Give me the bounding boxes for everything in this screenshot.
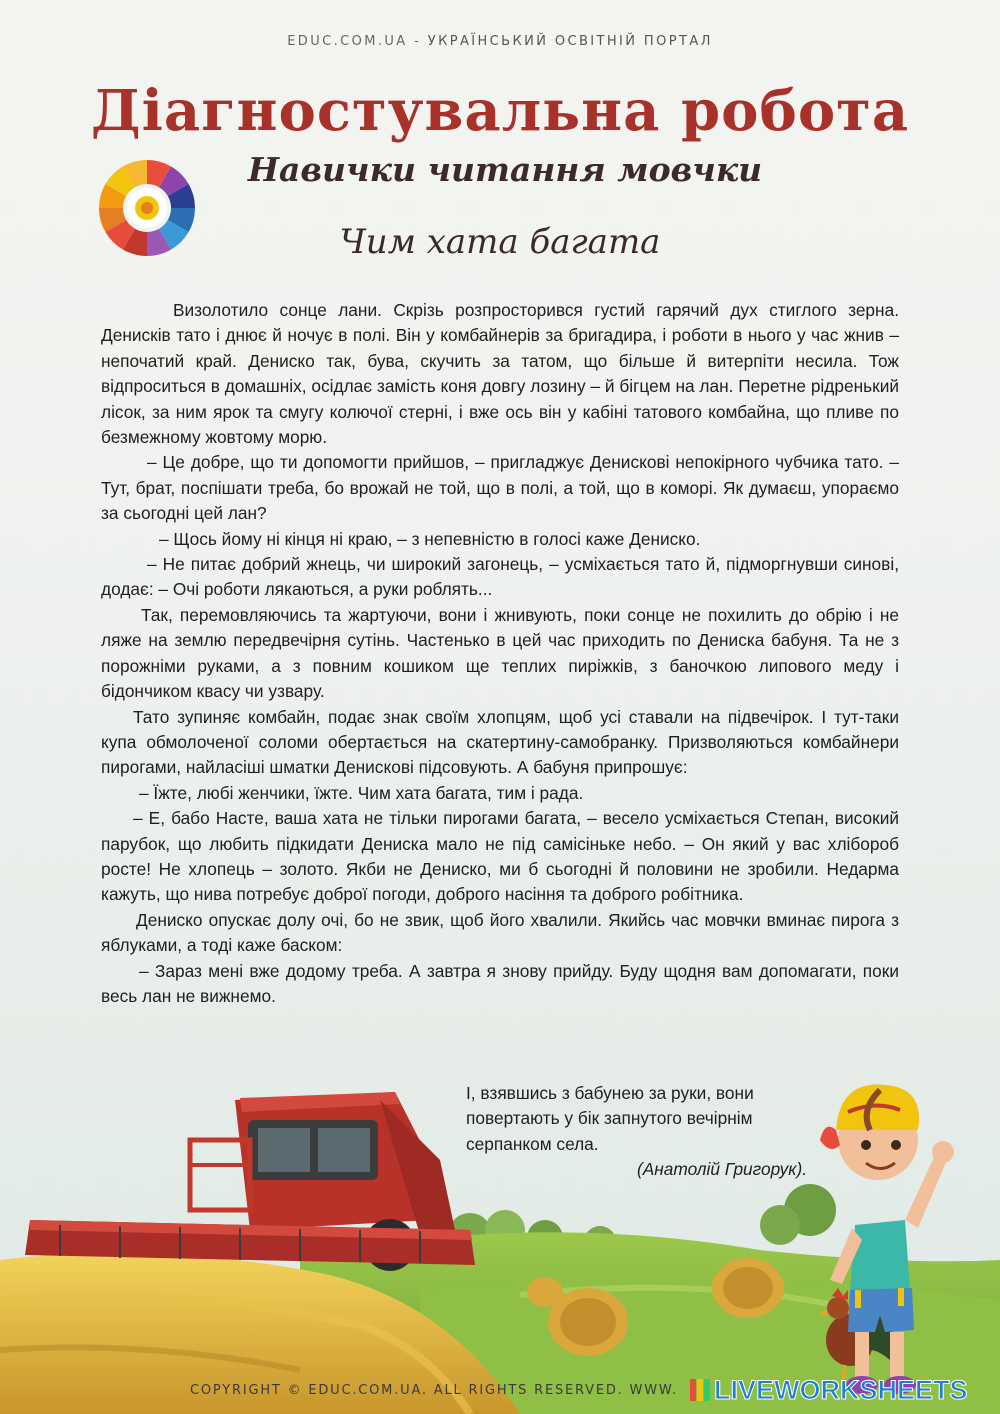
story-paragraph: – Це добре, що ти допомогти прийшов, – пригладжує Денискові непокірного чубчика тато. – Тут, брат, поспішати треба, бо врожай не той, що в полі, а той, що в коморі. Як думаєш, упораємо за сьогодні цей лан? bbox=[101, 452, 899, 524]
story-paragraph: – Їжте, любі женчики, їжте. Чим хата багата, тим і рада. bbox=[139, 782, 584, 803]
story-title: Чим хата багата bbox=[339, 222, 661, 262]
page-subtitle: Навички читання мовчки bbox=[247, 150, 763, 189]
combine-harvester-illustration bbox=[25, 1092, 475, 1271]
story-paragraph: – Зараз мені вже додому треба. А завтра я знову прийду. Буду щодня вам допомагати, поки весь лан не вижнемо. bbox=[101, 960, 899, 1006]
portal-name: УКРАЇНСЬКИЙ ОСВІТНІЙ ПОРТАЛ bbox=[427, 34, 713, 49]
footer bbox=[0, 1374, 1000, 1405]
ending-paragraph: І, взявшись з бабунею за руки, вони повертають у бік запнутого вечірнім серпанком села. bbox=[466, 1083, 754, 1154]
story-paragraph: – Щось йому ні кінця ні краю, – з непевністю в голосі каже Дениско. bbox=[159, 528, 701, 549]
story-paragraph: – Е, бабо Насте, ваша хата не тільки пирогами багата, – весело усміхається Степан, високий парубок, що любить підкидати Дениска мало не під самісіньке небо. – Он який у вас хлібороб росте! Не хлопець – золото. Якби не Дениско, ми б сьогодні й половини не зробили. Недарма кажуть, що нива потребує доброї погоди, доброго насіння та доброго робітника. bbox=[101, 808, 899, 905]
story-paragraph: Дениско опускає долу очі, бо не звик, щоб його хвалили. Якийсь час мовчки вминає пирога з яблуками, а тоді каже баском: bbox=[101, 909, 899, 956]
story-paragraph: – Не питає добрий жнець, чи широкий загонець, – усміхається тато й, підморгнувши синові, додає: – Очі роботи лякаються, а руки роблять... bbox=[101, 554, 899, 600]
liveworksheets-logo[interactable] bbox=[690, 1375, 968, 1405]
portal-header bbox=[0, 34, 1000, 49]
liveworksheets-badge-icon bbox=[690, 1377, 712, 1403]
story-text bbox=[101, 298, 899, 1009]
story-paragraph: Так, перемовляючись та жартуючи, вони і жнивують, поки сонце не похилить до обрію і не ляже на землю передвечірня сутінь. Частенько в цей час приходить по Дениска бабуня. Та не з порожніми руками, а з повним кошиком ще теплих пиріжків, з баночкою липового меду і бідончиком квасу чи узвару. bbox=[101, 604, 899, 702]
copyright-text: COPYRIGHT © EDUC.COM.UA. ALL RIGHTS RESERVED. WWW. bbox=[190, 1383, 678, 1398]
story-ending bbox=[466, 1081, 811, 1183]
site-name[interactable]: EDUC.COM.UA bbox=[287, 34, 408, 49]
header-separator: - bbox=[407, 34, 428, 49]
liveworksheets-wordmark: LIVEWORKSHEETS bbox=[714, 1374, 968, 1405]
page-title: Діагностувальна робота bbox=[90, 78, 910, 144]
story-paragraph: Визолотило сонце лани. Скрізь розпросторився густий гарячий дух стиглого зерна. Денисків тато і днює й ночує в полі. Він у комбайнерів за бригадира, і роботи в нього у час жнив – непочатий край. Дениско так, бува, скучить за татом, що більше й витерпіти несила. Тож відпроситься в домашніх, осідлає замість коня довгу лозину – й бігцем на лан. Перетне рідренький лісок, за ним ярок та смугу колючої стерні, і вже ось він у кабіні татового комбайна, що пливе по безмежному жовтому морю. bbox=[101, 300, 899, 448]
author-name: (Анатолій Григорук). bbox=[636, 1159, 807, 1180]
story-paragraph: Тато зупиняє комбайн, подає знак своїм хлопцям, щоб усі ставали на підвечірок. І тут-таки купа обмолоченої соломи обертається на скатертину-самобранку. Призволяються комбайнери пирогами, найласіші шматки Денискові підсовують. А бабуня припрошує: bbox=[101, 706, 899, 778]
